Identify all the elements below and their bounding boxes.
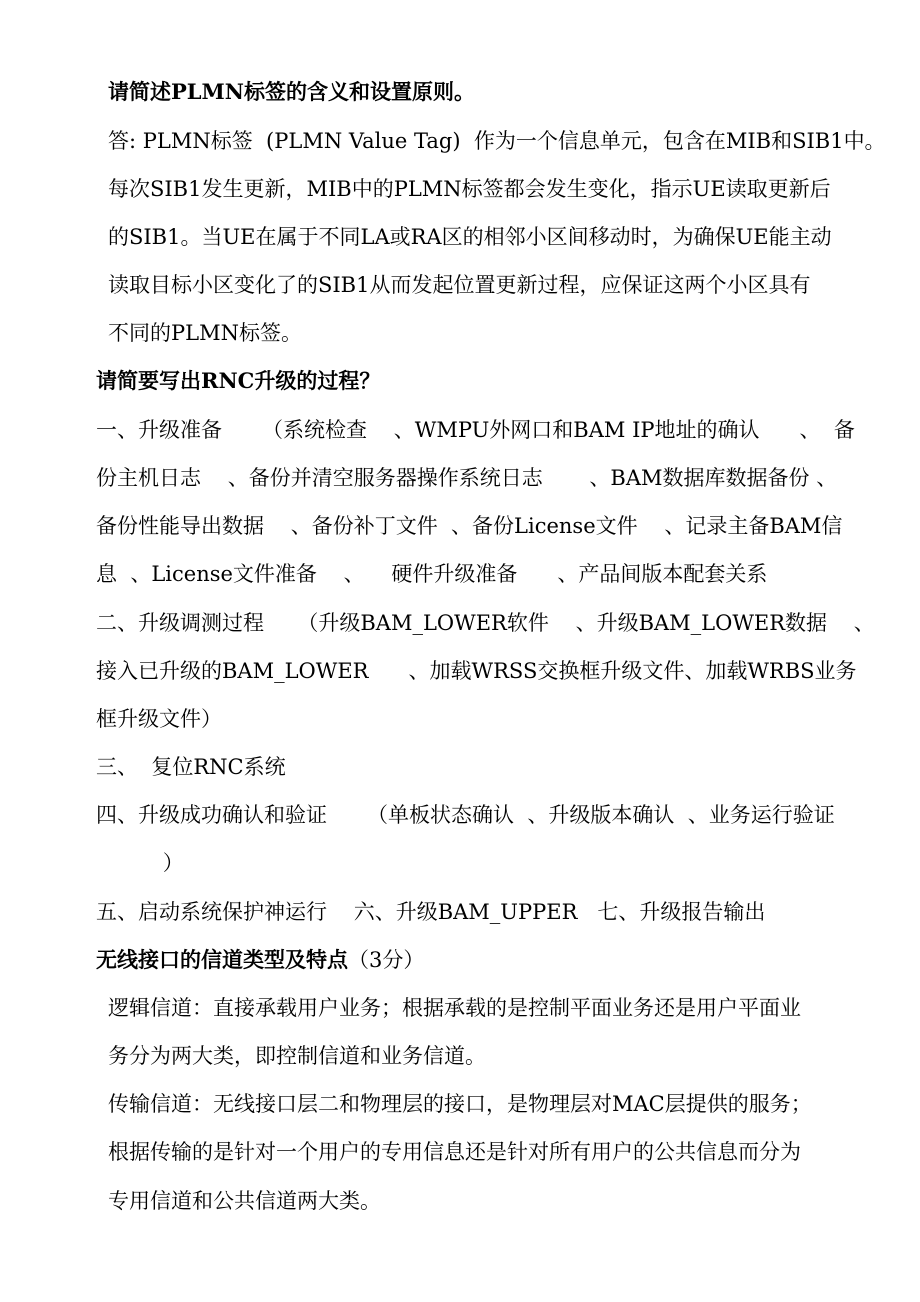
answer-line: 的SIB1。当UE在属于不同LA或RA区的相邻小区间移动时，为确保UE能主动 — [108, 225, 832, 249]
answer-line: 三、 复位RNC系统 — [96, 755, 286, 779]
answer-line: 专用信道和公共信道两大类。 — [108, 1189, 381, 1213]
answer-line: 份主机日志 、备份并清空服务器操作系统日志 、BAM数据库数据备份 、 — [96, 466, 838, 490]
answer-line: 接入已升级的BAM_LOWER 、加载WRSS交换框升级文件、加载WRBS业务 — [96, 659, 857, 683]
section-heading-rnc: 请简要写出RNC升级的过程？ — [96, 368, 381, 393]
answer-line: 一、升级准备 （系统检查 、WMPU外网口和BAM IP地址的确认 、 备 — [96, 418, 855, 442]
answer-line: 息 、License文件准备 、 硬件升级准备 、产品间版本配套关系 — [96, 562, 768, 586]
answer-line: 传输信道：无线接口层二和物理层的接口，是物理层对MAC层提供的服务； — [108, 1092, 812, 1116]
answer-line: 备份性能导出数据 、备份补丁文件 、备份License文件 、记录主备BAM信 — [96, 514, 843, 538]
section-heading-channels — [96, 945, 424, 975]
answer-line: 四、升级成功确认和验证 （单板状态确认 、升级版本确认 、业务运行验证 — [96, 803, 835, 827]
answer-line: 读取目标小区变化了的SIB1从而发起位置更新过程，应保证这两个小区具有 — [108, 273, 811, 297]
answer-line: 框升级文件） — [96, 707, 222, 731]
answer-line: 不同的PLMN标签。 — [108, 321, 302, 345]
heading-score: （3分） — [348, 948, 425, 972]
heading-text: 无线接口的信道类型及特点 — [96, 947, 348, 972]
section-heading-plmn: 请简述PLMN标签的含义和设置原则。 — [108, 79, 475, 104]
answer-line: 五、启动系统保护神运行 六、升级BAM_UPPER 七、升级报告输出 — [96, 900, 766, 924]
answer-line: 根据传输的是针对一个用户的专用信息还是针对所有用户的公共信息而分为 — [108, 1140, 801, 1164]
answer-line: 二、升级调测过程 （升级BAM_LOWER软件 、升级BAM_LOWER数据 、 — [96, 611, 875, 635]
answer-line: 逻辑信道：直接承载用户业务；根据承载的是控制平面业务还是用户平面业 — [108, 996, 801, 1020]
answer-line: 答: PLMN标签 (PLMN Value Tag) 作为一个信息单元，包含在MIB和SIB1中。 — [108, 129, 886, 153]
answer-line: ） — [96, 851, 184, 875]
answer-line: 每次SIB1发生更新，MIB中的PLMN标签都会发生变化，指示UE读取更新后 — [108, 177, 831, 201]
answer-line: 务分为两大类，即控制信道和业务信道。 — [108, 1044, 486, 1068]
